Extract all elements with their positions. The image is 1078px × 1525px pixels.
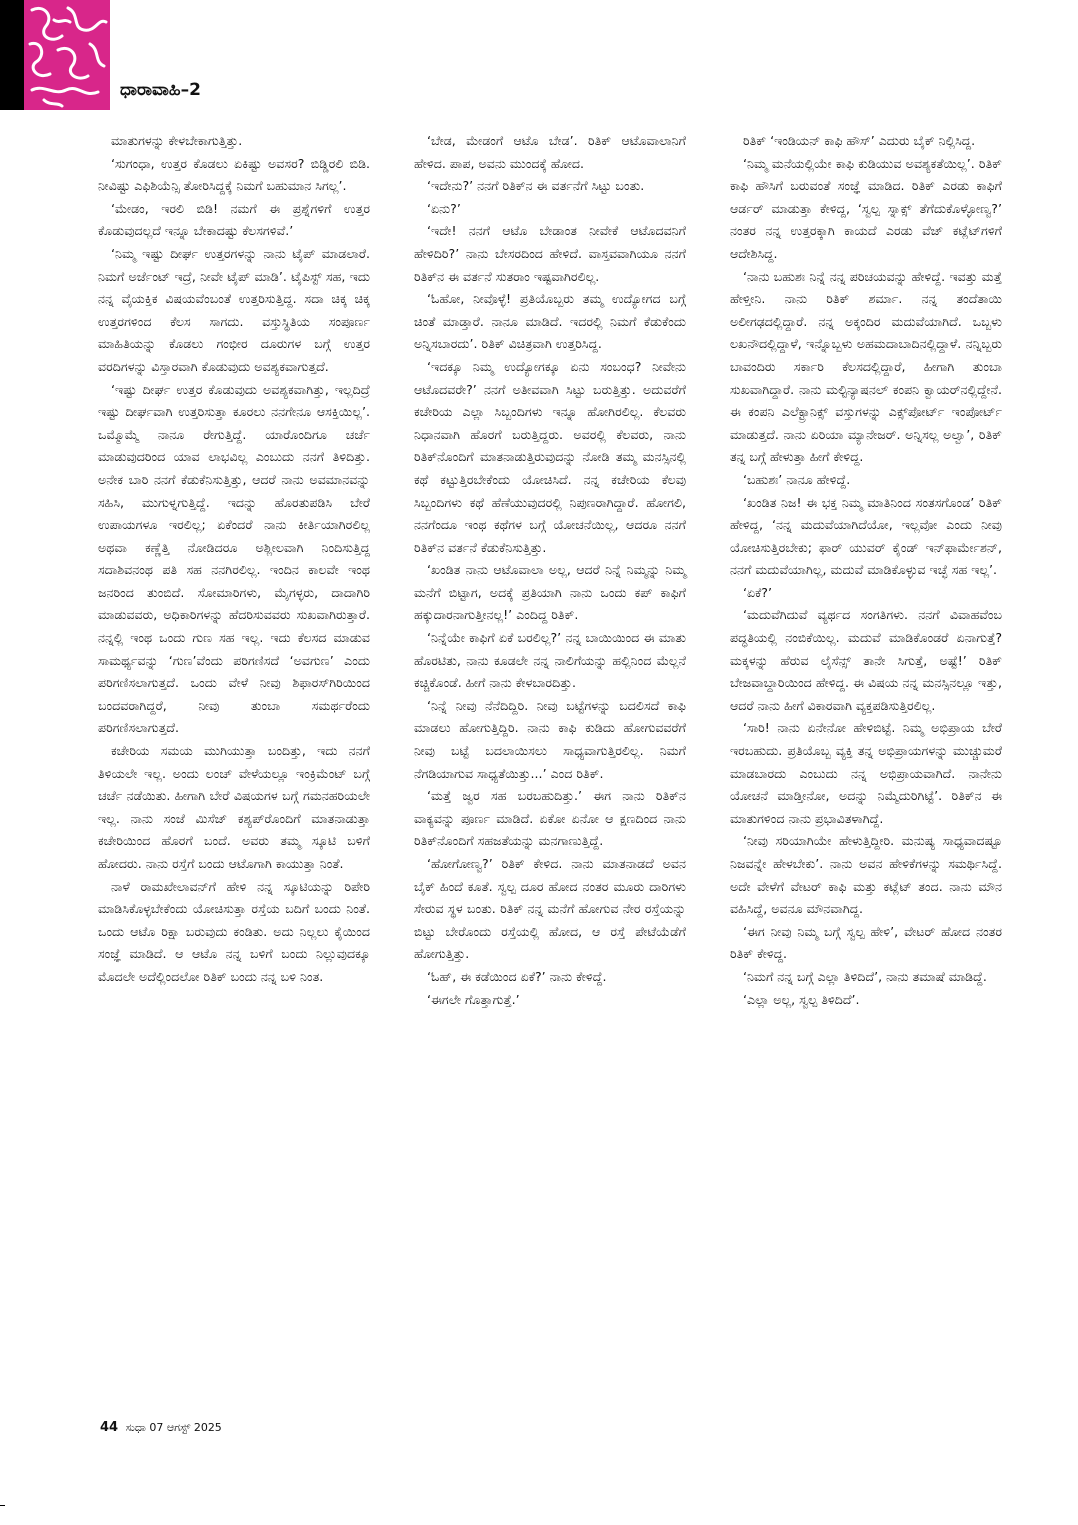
text-column-1 — [98, 130, 370, 989]
text-column-2 — [414, 130, 686, 1011]
paragraph: ‘ಎಲ್ಲಾ ಅಲ್ಲ, ಸ್ವಲ್ಪ ತಿಳಿದಿದೆ’. — [743, 991, 860, 1007]
paragraph: ‘ಇದೇನು?’ ನನಗೆ ರಿತಿಕ್‌ನ ಈ ವರ್ತನೆಗೆ ಸಿಟ್ಟು ಬಂತು. — [427, 178, 645, 194]
paragraph: ‘ಏಕೆ?’ — [743, 584, 772, 600]
paragraph: ‘ಸಾರಿ! ನಾನು ಏನೇನೋ ಹೇಳಿಬಿಟ್ಟೆ. ನಿಮ್ಮ ಅಭಿಪ್ರಾಯ ಬೇರೆ ಇರಬಹುದು. ಪ್ರತಿಯೊಬ್ಬ ವ್ಯಕ್ತಿ ತನ್ನ ಅಭಿಪ್ರಾಯಗಳನ್ನು ಮುಚ್ಚುಮರೆ ಮಾಡಬಾರದು ಎಂಬುದು ನನ್ನ ಅಭಿಪ್ರಾಯವಾಗಿದೆ. ನಾನೇನು ಯೋಚನೆ ಮಾಡ್ತೀನೋ, ಅದನ್ನು ನಿಮ್ಮೆದುರಿಗಿಟ್ಟೆ’. ರಿತಿಕ್‌ನ ಈ ಮಾತುಗಳಿಂದ ನಾನು ಪ್ರಭಾವಿತಳಾಗಿದ್ದೆ. — [730, 720, 1002, 826]
page-footer — [100, 1420, 222, 1435]
series-logo — [24, 0, 110, 110]
paragraph: ‘ಖಂಡಿತ ನಾನು ಆಟೊವಾಲಾ ಅಲ್ಲ, ಆದರೆ ನಿನ್ನೆ ನಿಮ್ಮನ್ನು ನಿಮ್ಮ ಮನೆಗೆ ಬಿಟ್ಟಾಗ, ಅದಕ್ಕೆ ಪ್ರತಿಯಾಗಿ ನಾನು ಒಂದು ಕಪ್ ಕಾಫಿಗೆ ಹಕ್ಕುದಾರನಾಗುತ್ತೀನಲ್ಲ!’ ಎಂದಿದ್ದ ರಿತಿಕ್. — [414, 562, 686, 623]
paragraph: ‘ನಾನು ಬಹುಶಃ ನಿನ್ನೆ ನನ್ನ ಪರಿಚಯವನ್ನು ಹೇಳಿದ್ದೆ. ಇವತ್ತು ಮತ್ತೆ ಹೇಳ್ತೀನಿ. ನಾನು ರಿತಿಕ್ ಶರ್ಮಾ. ನನ್ನ ತಂದೆತಾಯಿ ಅಲೀಗಢದಲ್ಲಿದ್ದಾರೆ. ನನ್ನ ಅಕ್ಕಂದಿರ ಮದುವೆಯಾಗಿದೆ. ಒಬ್ಬಳು ಲಖನೌದಲ್ಲಿದ್ದಾಳೆ, ಇನ್ನೊಬ್ಬಳು ಅಹಮದಾಬಾದಿನಲ್ಲಿದ್ದಾಳೆ. ನನ್ನಿಬ್ಬರು ಬಾವಂದಿರು ಸರ್ಕಾರಿ ಕೆಲಸದಲ್ಲಿದ್ದಾರೆ, ಹೀಗಾಗಿ ತುಂಬಾ ಸುಖವಾಗಿದ್ದಾರೆ. ನಾನು ಮಲ್ಟಿನ್ಯಾಷನಲ್ ಕಂಪನಿ ಕ್ವಾಯರ್‌ನಲ್ಲಿದ್ದೇನೆ. ಈ ಕಂಪನಿ ಎಲೆಕ್ಟ್ರಾನಿಕ್ಸ್ ವಸ್ತುಗಳನ್ನು ಎಕ್ಸ್‌ಪೋರ್ಟ್ ಇಂಪೋರ್ಟ್ ಮಾಡುತ್ತದೆ. ನಾನು ಏರಿಯಾ ಮ್ಯಾನೇಜರ್. ಅನ್ನಿಸಲ್ಲ ಅಲ್ವಾ’, ರಿತಿಕ್ ತನ್ನ ಬಗ್ಗೆ ಹೇಳುತ್ತಾ ಹೀಗೆ ಕೇಳಿದ್ದ. — [730, 268, 1002, 465]
paragraph: ‘ಮೇಡಂ, ಇರಲಿ ಬಿಡಿ! ನಮಗೆ ಈ ಪ್ರಶ್ನೆಗಳಿಗೆ ಉತ್ತರ ಕೊಡುವುದಲ್ಲದೆ ಇನ್ನೂ ಬೇಕಾದಷ್ಟು ಕೆಲಸಗಳಿವೆ.’ — [98, 200, 370, 239]
paragraph: ‘ನಿಮ್ಮ ಇಷ್ಟು ದೀರ್ಘ ಉತ್ತರಗಳನ್ನು ನಾನು ಟೈಪ್ ಮಾಡಲಾರೆ. ನಿಮಗೆ ಅರ್ಜೆಂಟ್ ಇದ್ರೆ, ನೀವೇ ಟೈಪ್ ಮಾಡಿ’. ಟೈಪಿಸ್ಟ್ ಸಹ, ಇದು ನನ್ನ ವೈಯಕ್ತಿಕ ವಿಷಯವೆಂಬಂತೆ ಉತ್ತರಿಸುತ್ತಿದ್ದ. ಸದಾ ಚಿಕ್ಕ ಚಿಕ್ಕ ಉತ್ತರಗಳಿಂದ ಕೆಲಸ ಸಾಗದು. ವಸ್ತುಸ್ಥಿತಿಯ ಸಂಪೂರ್ಣ ಮಾಹಿತಿಯನ್ನು ಕೊಡಲು ಗಂಭೀರ ದೂರುಗಳ ಬಗ್ಗೆ ಉತ್ತರ ವರದಿಗಳನ್ನು ವಿಸ್ತಾರವಾಗಿ ಕೊಡುವುದು ಅವಶ್ಯಕವಾಗುತ್ತದೆ. — [98, 245, 370, 374]
paragraph: ‘ಓಹೋ, ನೀವೊಳ್ಳೆ! ಪ್ರತಿಯೊಬ್ಬರು ತಮ್ಮ ಉದ್ಯೋಗದ ಬಗ್ಗೆ ಚಿಂತೆ ಮಾಡ್ತಾರೆ. ನಾನೂ ಮಾಡಿದೆ. ಇದರಲ್ಲಿ ನಿಮಗೆ ಕೆಡುಕೆಂದು ಅನ್ನಿಸಬಾರದು’. ರಿತಿಕ್ ವಿಚಿತ್ರವಾಗಿ ಉತ್ತರಿಸಿದ್ದ. — [414, 291, 686, 352]
paragraph: ‘ನಿಮಗೆ ನನ್ನ ಬಗ್ಗೆ ಎಲ್ಲಾ ತಿಳಿದಿದೆ’, ನಾನು ತಮಾಷೆ ಮಾಡಿದ್ದೆ. — [743, 968, 987, 984]
paragraph: ‘ಹೋಗೋಣ್ವ?’ ರಿತಿಕ್ ಕೇಳಿದ. ನಾನು ಮಾತನಾಡದೆ ಅವನ ಬೈಕ್ ಹಿಂದೆ ಕೂತೆ. ಸ್ವಲ್ಪ ದೂರ ಹೋದ ನಂತರ ಮೂರು ದಾರಿಗಳು ಸೇರುವ ಸ್ಥಳ ಬಂತು. ರಿತಿಕ್ ನನ್ನ ಮನೆಗೆ ಹೋಗುವ ನೇರ ರಸ್ತೆಯನ್ನು ಬಿಟ್ಟು ಬೇರೊಂದು ರಸ್ತೆಯಲ್ಲಿ ಹೋದ, ಆ ರಸ್ತೆ ಪೇಟೆಯೆಡೆಗೆ ಹೋಗುತ್ತಿತ್ತು. — [414, 856, 686, 962]
crop-mark — [0, 1505, 5, 1506]
paragraph: ‘ಖಂಡಿತ ನಿಜ! ಈ ಭಕ್ತ ನಿಮ್ಮ ಮಾತಿನಿಂದ ಸಂತಸಗೊಂಡ’ ರಿತಿಕ್ ಹೇಳಿದ್ದ, ‘ನನ್ನ ಮದುವೆಯಾಗಿದೆಯೋ, ಇಲ್ಲವೋ ಎಂದು ನೀವು ಯೋಚಿಸುತ್ತಿರಬೇಕು; ಫಾರ್ ಯುವರ್ ಕೈಂಡ್ ಇನ್‌ಫಾರ್ಮೇಶನ್, ನನಗೆ ಮದುವೆಯಾಗಿಲ್ಲ, ಮದುವೆ ಮಾಡಿಕೊಳ್ಳುವ ಇಚ್ಛೆ ಸಹ ಇಲ್ಲ’. — [730, 494, 1002, 578]
section-title: ಧಾರಾವಾಹಿ–2 — [120, 80, 201, 100]
paragraph: ಮಾತುಗಳನ್ನು ಕೇಳಬೇಕಾಗುತ್ತಿತ್ತು. — [111, 133, 243, 148]
paragraph: ನಾಳೆ ರಾಮಖೇಲಾವನ್‌ಗೆ ಹೇಳಿ ನನ್ನ ಸ್ಕೂಟಿಯನ್ನು ರಿಪೇರಿ ಮಾಡಿಸಿಕೊಳ್ಳಬೇಕೆಂದು ಯೋಚಿಸುತ್ತಾ ರಸ್ತೆಯ ಬದಿಗೆ ಬಂದು ನಿಂತೆ. ಒಂದು ಆಟೊ ರಿಕ್ಷಾ ಬರುವುದು ಕಂಡಿತು. ಅದು ನಿಲ್ಲಲು ಕೈಯಿಂದ ಸಂಜ್ಞೆ ಮಾಡಿದೆ. ಆ ಆಟೊ ನನ್ನ ಬಳಿಗೆ ಬಂದು ನಿಲ್ಲುವುದಕ್ಕೂ ಮೊದಲೇ ಅದೆಲ್ಲಿಂದಲೋ ರಿತಿಕ್ ಬಂದು ನನ್ನ ಬಳಿ ನಿಂತ. — [98, 878, 370, 984]
paragraph: ‘ಓಹ್, ಈ ಕಡೆಯಿಂದ ಏಕೆ?’ ನಾನು ಕೇಳಿದ್ದೆ. — [427, 968, 607, 984]
paragraph: ‘ಬೇಡ, ಮೇಡಂಗೆ ಆಟೊ ಬೇಡ’. ರಿತಿಕ್ ಆಟೊವಾಲಾನಿಗೆ ಹೇಳಿದ. ಪಾಪ, ಅವನು ಮುಂದಕ್ಕೆ ಹೋದ. — [414, 133, 686, 171]
paragraph: ರಿತಿಕ್ ‘ಇಂಡಿಯನ್ ಕಾಫಿ ಹೌಸ್’ ಎದುರು ಬೈಕ್ ನಿಲ್ಲಿಸಿದ್ದ. — [743, 133, 976, 148]
swirl-pattern-icon — [24, 0, 110, 110]
issue-label: ಸುಧಾ 07 ಆಗಸ್ಟ್ 2025 — [125, 1421, 222, 1434]
paragraph: ‘ನಿನ್ನೆಯೇ ಕಾಫಿಗೆ ಏಕೆ ಬರಲಿಲ್ಲ?’ ನನ್ನ ಬಾಯಿಯಿಂದ ಈ ಮಾತು ಹೊರಟಿತು, ನಾನು ಕೂಡಲೇ ನನ್ನ ನಾಲಿಗೆಯನ್ನು ಹಲ್ಲಿನಿಂದ ಮೆಲ್ಲನೆ ಕಚ್ಚಿಕೊಂಡೆ. ಹೀಗೆ ನಾನು ಕೇಳಬಾರದಿತ್ತು. — [414, 630, 686, 691]
paragraph: ಕಚೇರಿಯ ಸಮಯ ಮುಗಿಯುತ್ತಾ ಬಂದಿತ್ತು, ಇದು ನನಗೆ ತಿಳಿಯಲೇ ಇಲ್ಲ. ಅಂದು ಲಂಚ್ ವೇಳೆಯಲ್ಲೂ ಇಂಕ್ರಿಮೆಂಟ್ ಬಗ್ಗೆ ಚರ್ಚೆ ನಡೆಯಿತು. ಹೀಗಾಗಿ ಬೇರೆ ವಿಷಯಗಳ ಬಗ್ಗೆ ಗಮನಹರಿಯಲೇ ಇಲ್ಲ. ನಾನು ಸಂಜೆ ಮಿಸೆಜ್ ಕಶ್ಯಪ್‌ರೊಂದಿಗೆ ಮಾತನಾಡುತ್ತಾ ಕಚೇರಿಯಿಂದ ಹೊರಗೆ ಬಂದೆ. ಅವರು ತಮ್ಮ ಸ್ಕೂಟಿ ಬಳಿಗೆ ಹೋದರು. ನಾನು ರಸ್ತೆಗೆ ಬಂದು ಆಟೊಗಾಗಿ ಕಾಯುತ್ತಾ ನಿಂತೆ. — [98, 743, 370, 871]
paragraph: ‘ಸುಗಂಧಾ, ಉತ್ತರ ಕೊಡಲು ಏಕಿಷ್ಟು ಅವಸರ? ಬಿಡ್ಡಿರಲಿ ಬಿಡಿ. ನೀವಿಷ್ಟು ಎಫಿಶಿಯೆನ್ಸಿ ತೋರಿಸಿದ್ದಕ್ಕೆ ನಿಮಗೆ ಬಹುಮಾನ ಸಿಗಲ್ಲ’. — [98, 155, 370, 194]
page-number: 44 — [100, 1420, 119, 1435]
paragraph: ‘ಮತ್ತೆ ಜ್ವರ ಸಹ ಬರಬಹುದಿತ್ತು.’ ಈಗ ನಾನು ರಿತಿಕ್‌ನ ವಾಕ್ಯವನ್ನು ಪೂರ್ಣ ಮಾಡಿದೆ. ಏಕೋ ಏನೋ ಆ ಕ್ಷಣದಿಂದ ನಾನು ರಿತಿಕ್‌ನೊಂದಿಗೆ ಸಹಜತೆಯನ್ನು ಮನಗಾಣುತ್ತಿದ್ದೆ. — [414, 788, 686, 849]
paragraph: ‘ಈಗ ನೀವು ನಿಮ್ಮ ಬಗ್ಗೆ ಸ್ವಲ್ಪ ಹೇಳಿ’, ವೇಟರ್ ಹೋದ ನಂತರ ರಿತಿಕ್ ಕೇಳಿದ್ದ. — [730, 923, 1002, 962]
paragraph: ‘ಏನು?’ — [427, 200, 461, 216]
text-column-3 — [730, 130, 1002, 1011]
paragraph: ‘ಬಹುಶಃ’ ನಾನೂ ಹೇಳಿದ್ದೆ. — [743, 471, 851, 487]
paragraph: ‘ಮದುವೆಗಿದುವೆ ವ್ಯರ್ಥದ ಸಂಗತಿಗಳು. ನನಗೆ ವಿವಾಹವೆಂಬ ಪದ್ಧತಿಯಲ್ಲಿ ನಂಬಿಕೆಯಿಲ್ಲ. ಮದುವೆ ಮಾಡಿಕೊಂಡರೆ ಏನಾಗುತ್ತೆ? ಮಕ್ಕಳನ್ನು ಹೆರುವ ಲೈಸೆನ್ಸ್ ತಾನೇ ಸಿಗುತ್ತೆ, ಅಷ್ಟೆ!’ ರಿತಿಕ್ ಬೇಜವಾಬ್ದಾರಿಯಿಂದ ಹೇಳಿದ್ದ. ಈ ವಿಷಯ ನನ್ನ ಮನಸ್ಸಿನಲ್ಲೂ ಇತ್ತು, ಆದರೆ ನಾನು ಹೀಗೆ ವಿಕಾರವಾಗಿ ವ್ಯಕ್ತಪಡಿಸುತ್ತಿರಲಿಲ್ಲ. — [730, 607, 1002, 713]
paragraph: ‘ಇಷ್ಟು ದೀರ್ಘ ಉತ್ತರ ಕೊಡುವುದು ಅವಶ್ಯಕವಾಗಿತ್ತು, ಇಲ್ಲದಿದ್ರೆ ಇಷ್ಟು ದೀರ್ಘವಾಗಿ ಉತ್ತರಿಸುತ್ತಾ ಕೂರಲು ನನಗೇನೂ ಆಸಕ್ತಿಯಿಲ್ಲ’. ಒಮ್ಮೊಮ್ಮೆ ನಾನೂ ರೇಗುತ್ತಿದ್ದೆ. ಯಾರೊಂದಿಗೂ ಚರ್ಚೆ ಮಾಡುವುದರಿಂದ ಯಾವ ಲಾಭವಿಲ್ಲ ಎಂಬುದು ನನಗೆ ತಿಳಿದಿತ್ತು. ಅನೇಕ ಬಾರಿ ನನಗೆ ಕೆಡುಕೆನಿಸುತ್ತಿತ್ತು, ಆದರೆ ನಾನು ಅವಮಾನವನ್ನು ಸಹಿಸಿ, ಮುಗುಳ್ನಗುತ್ತಿದ್ದೆ. ಇದನ್ನು ಹೊರತುಪಡಿಸಿ ಬೇರೆ ಉಪಾಯಗಳೂ ಇರಲಿಲ್ಲ; ಏಕೆಂದರೆ ನಾನು ಕೀರ್ತಿಯಾಗಿರಲಿಲ್ಲ ಅಥವಾ ಕಣ್ಣೆತ್ತಿ ನೋಡಿದರೂ ಅಶ್ಲೀಲವಾಗಿ ನಿಂದಿಸುತ್ತಿದ್ದ ಸದಾಶಿವನಂಥ ಪತಿ ಸಹ ನನಗಿರಲಿಲ್ಲ. ಇಂದಿನ ಕಾಲವೇ ಇಂಥ ಜನರಿಂದ ತುಂಬಿದೆ. ಸೋಮಾರಿಗಳು, ಮೈಗಳ್ಳರು, ದಾದಾಗಿರಿ ಮಾಡುವವರು, ಅಧಿಕಾರಿಗಳನ್ನು ಹೆದರಿಸುವವರು ಸುಖವಾಗಿರುತ್ತಾರೆ. ನನ್ನಲ್ಲಿ ಇಂಥ ಒಂದು ಗುಣ ಸಹ ಇಲ್ಲ. ಇದು ಕೆಲಸದ ಮಾಡುವ ಸಾಮರ್ಥ್ಯವನ್ನು ‘ಗುಣ’ವೆಂದು ಪರಿಗಣಿಸದೆ ‘ಅವಗುಣ’ ಎಂದು ಪರಿಗಣಿಸಲಾಗುತ್ತದೆ. ಒಂದು ವೇಳೆ ನೀವು ಶಿಫಾರಸ್‌ಗಿರಿಯಿಂದ ಬಂದವರಾಗಿದ್ದರೆ, ನೀವು ತುಂಬಾ ಸಮರ್ಥರೆಂದು ಪರಿಗಣಿಸಲಾಗುತ್ತದೆ. — [98, 381, 370, 736]
paragraph: ‘ನಿನ್ನೆ ನೀವು ನೆನೆದಿದ್ದಿರಿ. ನೀವು ಬಟ್ಟೆಗಳನ್ನು ಬದಲಿಸದೆ ಕಾಫಿ ಮಾಡಲು ಹೋಗುತ್ತಿದ್ದಿರಿ. ನಾನು ಕಾಫಿ ಕುಡಿದು ಹೋಗುವವರೆಗೆ ನೀವು ಬಟ್ಟೆ ಬದಲಾಯಿಸಲು ಸಾಧ್ಯವಾಗುತ್ತಿರಲಿಲ್ಲ. ನಿಮಗೆ ನೆಗಡಿಯಾಗುವ ಸಾಧ್ಯತೆಯಿತ್ತು...’ ಎಂದ ರಿತಿಕ್. — [414, 697, 686, 781]
paragraph: ‘ನಿಮ್ಮ ಮನೆಯಲ್ಲಿಯೇ ಕಾಫಿ ಕುಡಿಯುವ ಅವಶ್ಯಕತೆಯಿಲ್ಲ’. ರಿತಿಕ್ ಕಾಫಿ ಹೌಸಿಗೆ ಬರುವಂತೆ ಸಂಜ್ಞೆ ಮಾಡಿದ. ರಿತಿಕ್ ಎರಡು ಕಾಫಿಗೆ ಆರ್ಡರ್ ಮಾಡುತ್ತಾ ಕೇಳಿದ್ದ, ‘ಸ್ವಲ್ಪ ಸ್ನಾಕ್ಸ್ ತೆಗೆದುಕೊಳ್ಳೋಣ್ವ?’ ನಂತರ ನನ್ನ ಉತ್ತರಕ್ಕಾಗಿ ಕಾಯದೆ ಎರಡು ವೆಜ್ ಕಟ್ಲೆಟ್‌ಗಳಿಗೆ ಆದೇಶಿಸಿದ್ದ. — [730, 155, 1002, 261]
paragraph: ‘ನೀವು ಸರಿಯಾಗಿಯೇ ಹೇಳುತ್ತಿದ್ದೀರಿ. ಮನುಷ್ಯ ಸಾಧ್ಯವಾದಷ್ಟೂ ನಿಜವನ್ನೇ ಹೇಳಬೇಕು’. ನಾನು ಅವನ ಹೇಳಿಕೆಗಳನ್ನು ಸಮರ್ಥಿಸಿದ್ದೆ. ಅದೇ ವೇಳೆಗೆ ವೇಟರ್ ಕಾಫಿ ಮತ್ತು ಕಟ್ಲೆಟ್ ತಂದ. ನಾನು ಮೌನ ವಹಿಸಿದ್ದೆ, ಅವನೂ ಮೌನವಾಗಿದ್ದ. — [730, 833, 1002, 917]
paragraph: ‘ಇದೇ! ನನಗೆ ಆಟೊ ಬೇಡಾಂತ ನೀವೇಕೆ ಆಟೊದವನಿಗೆ ಹೇಳಿದಿರಿ?’ ನಾನು ಬೇಸರದಿಂದ ಹೇಳಿದೆ. ವಾಸ್ತವವಾಗಿಯೂ ನನಗೆ ರಿತಿಕ್‌ನ ಈ ವರ್ತನೆ ಸುತರಾಂ ಇಷ್ಟವಾಗಿರಲಿಲ್ಲ. — [414, 223, 686, 284]
header-black-bar — [0, 0, 24, 110]
paragraph: ‘ಈಗಲೇ ಗೊತ್ತಾಗುತ್ತೆ.’ — [427, 991, 520, 1007]
paragraph: ‘ಇದಕ್ಕೂ ನಿಮ್ಮ ಉದ್ಯೋಗಕ್ಕೂ ಏನು ಸಂಬಂಧ? ನೀವೇನು ಆಟೊದವರೇ?’ ನನಗೆ ಅತೀವವಾಗಿ ಸಿಟ್ಟು ಬರುತ್ತಿತ್ತು. ಅದುವರೆಗೆ ಕಚೇರಿಯ ಎಲ್ಲಾ ಸಿಬ್ಬಂದಿಗಳು ಇನ್ನೂ ಹೋಗಿರಲಿಲ್ಲ. ಕೆಲವರು ನಿಧಾನವಾಗಿ ಹೊರಗೆ ಬರುತ್ತಿದ್ದರು. ಅವರಲ್ಲಿ ಕೆಲವರು, ನಾನು ರಿತಿಕ್‌ನೊಂದಿಗೆ ಮಾತನಾಡುತ್ತಿರುವುದನ್ನು ನೋಡಿ ತಮ್ಮ ಮನಸ್ಸಿನಲ್ಲಿ ಕಥೆ ಕಟ್ಟುತ್ತಿರಬೇಕೆಂದು ಯೋಚಿಸಿದೆ. ನನ್ನ ಕಚೇರಿಯ ಕೆಲವು ಸಿಬ್ಬಂದಿಗಳು ಕಥೆ ಹೆಣೆಯುವುದರಲ್ಲಿ ನಿಪುಣರಾಗಿದ್ದಾರೆ. ಹೋಗಲಿ, ನನಗೆಂದೂ ಇಂಥ ಕಥೆಗಳ ಬಗ್ಗೆ ಯೋಚನೆಯಿಲ್ಲ, ಆದರೂ ನನಗೆ ರಿತಿಕ್‌ನ ವರ್ತನೆ ಕೆಡುಕೆನಿಸುತ್ತಿತ್ತು. — [414, 358, 686, 555]
